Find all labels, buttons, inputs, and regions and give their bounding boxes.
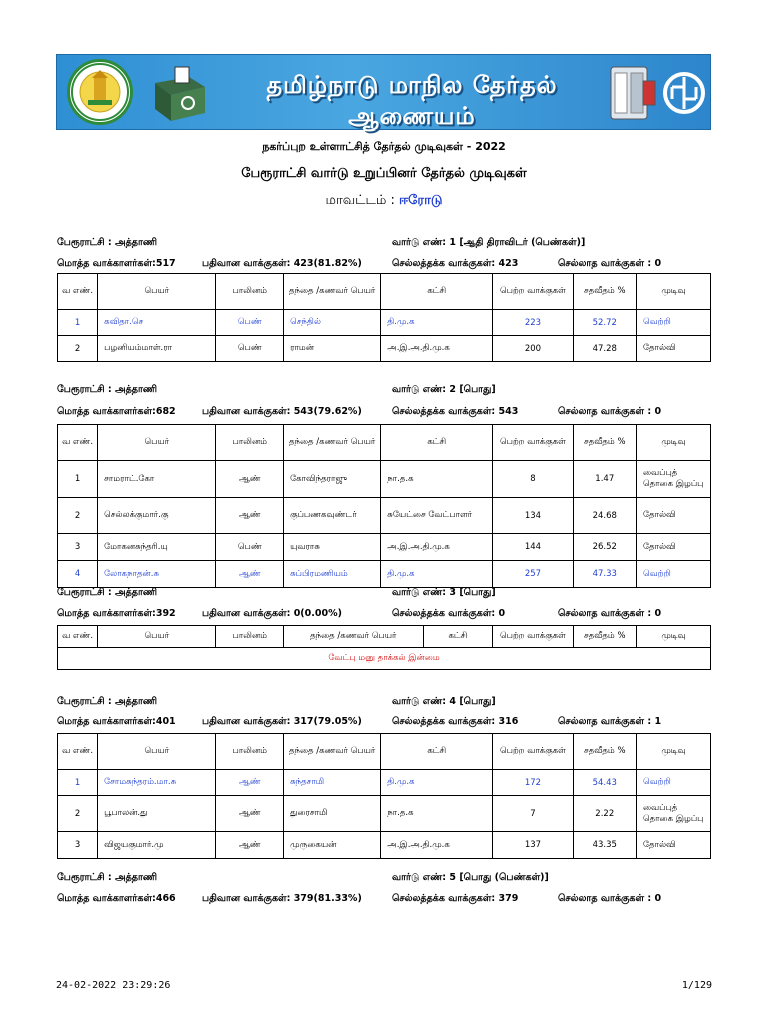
district-label: மாவட்டம் : bbox=[325, 193, 395, 208]
cell-votes-received: 144 bbox=[493, 534, 573, 561]
cell-candidate-name: கவிதா.செ bbox=[98, 310, 216, 336]
ward-2-panchayat: பேரூராட்சி : அத்தாணி bbox=[57, 384, 158, 395]
table-row bbox=[58, 561, 711, 588]
column-header-serial-number: வ எண். bbox=[58, 626, 98, 648]
cell-serial-number: 2 bbox=[58, 796, 98, 832]
column-header-result: முடிவு bbox=[636, 274, 710, 310]
cell-gender: பெண் bbox=[216, 534, 284, 561]
table-header-row bbox=[58, 626, 711, 648]
report-subtitle: பேரூராட்சி வார்டு உறுப்பினர் தேர்தல் முடிவுகள் bbox=[241, 166, 527, 181]
cell-candidate-name: பழனியம்மாள்.ரா bbox=[98, 336, 216, 362]
cell-party: நா.த.க bbox=[381, 461, 493, 498]
tamil-nadu-seal-icon bbox=[67, 59, 133, 125]
column-header-serial-number: வ எண். bbox=[58, 425, 98, 461]
cell-result: தோல்வி bbox=[636, 336, 710, 362]
cell-father-husband-name: சுப்பிரமணியம் bbox=[284, 561, 381, 588]
cell-gender: ஆண் bbox=[216, 498, 284, 534]
cell-candidate-name: மோகனசுந்தரி.யு bbox=[98, 534, 216, 561]
ward-3-polled-votes: பதிவான வாக்குகள்: 0(0.00%) bbox=[202, 608, 342, 619]
cell-father-husband-name: கோவிந்தராஜு bbox=[284, 461, 381, 498]
cell-vote-percentage: 1.47 bbox=[573, 461, 636, 498]
ward-1-valid-votes: செல்லத்தக்க வாக்குகள்: 423 bbox=[392, 258, 519, 269]
column-header-party: கட்சி bbox=[381, 425, 493, 461]
cell-result: தோல்வி bbox=[636, 534, 710, 561]
cell-vote-percentage: 2.22 bbox=[573, 796, 636, 832]
cell-votes-received: 134 bbox=[493, 498, 573, 534]
cell-vote-percentage: 43.35 bbox=[573, 832, 636, 859]
column-header-votes-received: பெற்ற வாக்குகள் bbox=[493, 734, 573, 770]
ward-1-polled-votes: பதிவான வாக்குகள்: 423(81.82%) bbox=[202, 258, 362, 269]
district-value: ஈரோடு bbox=[399, 193, 443, 208]
cell-party: அ.இ.அ.தி.மு.க bbox=[381, 832, 493, 859]
cell-result: வெற்றி bbox=[636, 310, 710, 336]
column-header-vote-percentage: சதவீதம் % bbox=[573, 626, 636, 648]
column-header-vote-percentage: சதவீதம் % bbox=[573, 425, 636, 461]
cell-party: நா.த.க bbox=[381, 796, 493, 832]
ward-4-total-voters: மொத்த வாக்காளர்கள்:401 bbox=[57, 716, 176, 727]
column-header-party: கட்சி bbox=[381, 274, 493, 310]
column-header-gender: பாலினம் bbox=[216, 626, 284, 648]
commission-logo-icon bbox=[662, 63, 706, 123]
cell-serial-number: 1 bbox=[58, 770, 98, 796]
cell-father-husband-name: செந்தில் bbox=[284, 310, 381, 336]
cell-vote-percentage: 26.52 bbox=[573, 534, 636, 561]
column-header-result: முடிவு bbox=[636, 425, 710, 461]
column-header-father-husband-name: தந்தை /கணவர் பெயர் bbox=[284, 274, 381, 310]
ward-5-ward-number: வார்டு எண்: 5 [பொது (பெண்கள்)] bbox=[392, 872, 549, 883]
footer-datetime: 24-02-2022 23:29:26 bbox=[56, 980, 171, 991]
table-header-row bbox=[58, 274, 711, 310]
ward-5-invalid-votes: செல்லாத வாக்குகள் : 0 bbox=[558, 893, 662, 904]
no-nomination-note: வேட்பு மனு தாக்கல் இன்மை bbox=[58, 648, 711, 670]
ward-5-total-voters: மொத்த வாக்காளர்கள்:466 bbox=[57, 893, 176, 904]
cell-candidate-name: சோமசுந்தரம்.மா.சு bbox=[98, 770, 216, 796]
column-header-gender: பாலினம் bbox=[216, 425, 284, 461]
cell-votes-received: 137 bbox=[493, 832, 573, 859]
cell-votes-received: 172 bbox=[493, 770, 573, 796]
ward-2-invalid-votes: செல்லாத வாக்குகள் : 0 bbox=[558, 406, 662, 417]
cell-gender: ஆண் bbox=[216, 461, 284, 498]
cell-gender: ஆண் bbox=[216, 796, 284, 832]
ward-3-results-table bbox=[57, 625, 711, 670]
table-row bbox=[58, 498, 711, 534]
ward-1-total-voters: மொத்த வாக்காளர்கள்:517 bbox=[57, 258, 176, 269]
cell-father-husband-name: யுவராசு bbox=[284, 534, 381, 561]
cell-gender: ஆண் bbox=[216, 561, 284, 588]
ward-2-polled-votes: பதிவான வாக்குகள்: 543(79.62%) bbox=[202, 406, 362, 417]
cell-result: தோல்வி bbox=[636, 832, 710, 859]
ward-3-panchayat: பேரூராட்சி : அத்தாணி bbox=[57, 587, 158, 598]
voting-machine-icon bbox=[607, 61, 659, 125]
column-header-gender: பாலினம் bbox=[216, 274, 284, 310]
report-title: நகர்ப்புற உள்ளாட்சித் தேர்தல் முடிவுகள் - 2022 bbox=[262, 140, 506, 153]
cell-serial-number: 1 bbox=[58, 461, 98, 498]
cell-result: தோல்வி bbox=[636, 498, 710, 534]
cell-serial-number: 2 bbox=[58, 336, 98, 362]
cell-gender: பெண் bbox=[216, 310, 284, 336]
cell-serial-number: 2 bbox=[58, 498, 98, 534]
cell-votes-received: 257 bbox=[493, 561, 573, 588]
ward-1-panchayat: பேரூராட்சி : அத்தாணி bbox=[57, 237, 158, 248]
table-row bbox=[58, 534, 711, 561]
cell-result: வெற்றி bbox=[636, 770, 710, 796]
ward-2-ward-number: வார்டு எண்: 2 [பொது] bbox=[392, 384, 496, 395]
cell-vote-percentage: 52.72 bbox=[573, 310, 636, 336]
cell-serial-number: 1 bbox=[58, 310, 98, 336]
cell-result: வைப்புத் தொகை இழப்பு bbox=[636, 461, 710, 498]
ward-4-polled-votes: பதிவான வாக்குகள்: 317(79.05%) bbox=[202, 716, 362, 727]
table-row bbox=[58, 770, 711, 796]
cell-candidate-name: விஜயகுமார்.மு bbox=[98, 832, 216, 859]
ballot-box-icon bbox=[149, 63, 211, 123]
ward-4-valid-votes: செல்லத்தக்க வாக்குகள்: 316 bbox=[392, 716, 519, 727]
table-row bbox=[58, 796, 711, 832]
ward-1-results-table bbox=[57, 273, 711, 362]
column-header-father-husband-name: தந்தை /கணவர் பெயர் bbox=[284, 425, 381, 461]
column-header-father-husband-name: தந்தை /கணவர் பெயர் bbox=[284, 626, 423, 648]
no-nomination-row bbox=[58, 648, 711, 670]
column-header-vote-percentage: சதவீதம் % bbox=[573, 734, 636, 770]
cell-father-husband-name: துரைசாமி bbox=[284, 796, 381, 832]
ward-5-valid-votes: செல்லத்தக்க வாக்குகள்: 379 bbox=[392, 893, 519, 904]
district-line bbox=[0, 193, 768, 209]
cell-candidate-name: லோகநாதன்.சு bbox=[98, 561, 216, 588]
column-header-father-husband-name: தந்தை /கணவர் பெயர் bbox=[284, 734, 381, 770]
ward-3-total-voters: மொத்த வாக்காளர்கள்:392 bbox=[57, 608, 176, 619]
cell-result: வெற்றி bbox=[636, 561, 710, 588]
ward-5-polled-votes: பதிவான வாக்குகள்: 379(81.33%) bbox=[202, 893, 362, 904]
column-header-serial-number: வ எண். bbox=[58, 274, 98, 310]
ward-5-panchayat: பேரூராட்சி : அத்தாணி bbox=[57, 872, 158, 883]
banner-title: தமிழ்நாடு மாநில தேர்தல் ஆணையம் bbox=[266, 71, 558, 130]
cell-father-husband-name: குப்பணகவுண்டர் bbox=[284, 498, 381, 534]
column-header-serial-number: வ எண். bbox=[58, 734, 98, 770]
cell-party: அ.இ.அ.தி.மு.க bbox=[381, 534, 493, 561]
cell-candidate-name: சாமராட்.கோ bbox=[98, 461, 216, 498]
table-row bbox=[58, 336, 711, 362]
cell-party: அ.இ.அ.தி.மு.க bbox=[381, 336, 493, 362]
header-banner bbox=[56, 54, 711, 130]
cell-father-husband-name: சுந்தசாமி bbox=[284, 770, 381, 796]
ward-4-panchayat: பேரூராட்சி : அத்தாணி bbox=[57, 696, 158, 707]
cell-vote-percentage: 54.43 bbox=[573, 770, 636, 796]
cell-party: தி.மு.க bbox=[381, 770, 493, 796]
ward-3-ward-number: வார்டு எண்: 3 [பொது] bbox=[392, 587, 496, 598]
ward-3-invalid-votes: செல்லாத வாக்குகள் : 0 bbox=[558, 608, 662, 619]
column-header-party: கட்சி bbox=[423, 626, 493, 648]
cell-votes-received: 223 bbox=[493, 310, 573, 336]
ward-4-ward-number: வார்டு எண்: 4 [பொது] bbox=[392, 696, 496, 707]
ward-3-valid-votes: செல்லத்தக்க வாக்குகள்: 0 bbox=[392, 608, 506, 619]
column-header-gender: பாலினம் bbox=[216, 734, 284, 770]
column-header-party: கட்சி bbox=[381, 734, 493, 770]
column-header-candidate-name: பெயர் bbox=[98, 425, 216, 461]
column-header-result: முடிவு bbox=[636, 626, 710, 648]
cell-votes-received: 200 bbox=[493, 336, 573, 362]
cell-vote-percentage: 47.28 bbox=[573, 336, 636, 362]
ward-2-results-table bbox=[57, 424, 711, 588]
cell-gender: பெண் bbox=[216, 336, 284, 362]
cell-votes-received: 7 bbox=[493, 796, 573, 832]
ward-1-ward-number: வார்டு எண்: 1 [ஆதி திராவிடர் (பெண்கள்)] bbox=[392, 237, 586, 248]
cell-gender: ஆண் bbox=[216, 832, 284, 859]
page-number: 1/129 bbox=[681, 980, 712, 991]
table-row bbox=[58, 310, 711, 336]
cell-party: தி.மு.க bbox=[381, 310, 493, 336]
table-row bbox=[58, 832, 711, 859]
ward-1-invalid-votes: செல்லாத வாக்குகள் : 0 bbox=[558, 258, 662, 269]
cell-candidate-name: பூபாலன்.து bbox=[98, 796, 216, 832]
column-header-votes-received: பெற்ற வாக்குகள் bbox=[493, 274, 573, 310]
ward-4-results-table bbox=[57, 733, 711, 859]
column-header-votes-received: பெற்ற வாக்குகள் bbox=[493, 425, 573, 461]
table-row bbox=[58, 461, 711, 498]
column-header-result: முடிவு bbox=[636, 734, 710, 770]
cell-serial-number: 3 bbox=[58, 832, 98, 859]
cell-father-husband-name: முருகையன் bbox=[284, 832, 381, 859]
ward-2-valid-votes: செல்லத்தக்க வாக்குகள்: 543 bbox=[392, 406, 519, 417]
cell-serial-number: 3 bbox=[58, 534, 98, 561]
cell-votes-received: 8 bbox=[493, 461, 573, 498]
cell-party: சுயேட்சை வேட்பாளர் bbox=[381, 498, 493, 534]
column-header-candidate-name: பெயர் bbox=[98, 626, 216, 648]
cell-vote-percentage: 47.33 bbox=[573, 561, 636, 588]
table-header-row bbox=[58, 734, 711, 770]
table-header-row bbox=[58, 425, 711, 461]
cell-father-husband-name: ராமன் bbox=[284, 336, 381, 362]
cell-serial-number: 4 bbox=[58, 561, 98, 588]
cell-result: வைப்புத் தொகை இழப்பு bbox=[636, 796, 710, 832]
ward-4-invalid-votes: செல்லாத வாக்குகள் : 1 bbox=[558, 716, 662, 727]
cell-vote-percentage: 24.68 bbox=[573, 498, 636, 534]
ward-2-total-voters: மொத்த வாக்காளர்கள்:682 bbox=[57, 406, 176, 417]
column-header-candidate-name: பெயர் bbox=[98, 734, 216, 770]
column-header-candidate-name: பெயர் bbox=[98, 274, 216, 310]
column-header-votes-received: பெற்ற வாக்குகள் bbox=[493, 626, 573, 648]
cell-candidate-name: செல்லக்குமார்.கு bbox=[98, 498, 216, 534]
cell-gender: ஆண் bbox=[216, 770, 284, 796]
cell-party: தி.மு.க bbox=[381, 561, 493, 588]
column-header-vote-percentage: சதவீதம் % bbox=[573, 274, 636, 310]
